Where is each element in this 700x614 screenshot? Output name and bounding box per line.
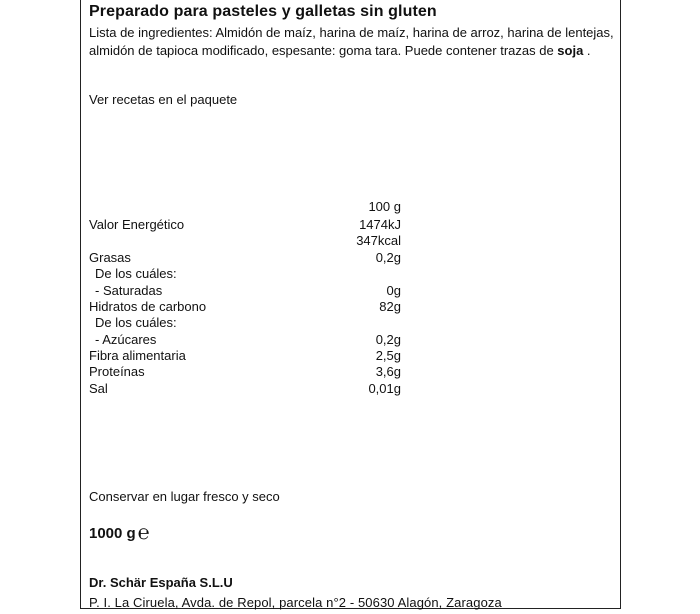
storage-instructions: Conservar en lugar fresco y seco (89, 489, 280, 504)
nutrition-row-label: - Azúcares (95, 332, 157, 347)
nutrition-row (89, 299, 409, 316)
manufacturer-name: Dr. Schär España S.L.U (89, 575, 233, 590)
estimated-sign-icon: ℮ (137, 522, 150, 544)
net-weight-value: 1000 g (89, 525, 136, 542)
nutrition-row (89, 381, 409, 398)
nutrition-row-label: Grasas (89, 250, 131, 265)
nutrition-row-label: Proteínas (89, 364, 145, 379)
nutrition-row-label: Hidratos de carbono (89, 299, 207, 314)
recipes-note: Ver recetas en el paquete (89, 92, 238, 107)
nutrition-row-value: 0,2g (375, 332, 401, 347)
nutrition-row-label: - Saturadas (95, 283, 163, 298)
nutrition-row-label: De los cuáles: (95, 266, 177, 281)
manufacturer-address: P. I. La Ciruela, Avda. de Repol, parcela n°2 - 50630 Alagón, Zaragoza (89, 595, 502, 610)
nutrition-row (89, 233, 409, 250)
ingredients-text: Lista de ingredientes: Almidón de maíz, harina de maíz, harina de arroz, harina de lentejas, almidón de tapioca modificado, espesante: goma tara. Puede contener trazas de (89, 25, 614, 58)
nutrition-row-value: 0,01g (368, 381, 401, 396)
nutrition-row (89, 332, 409, 349)
nutrition-row-value: 82g (379, 299, 401, 314)
nutrition-row (89, 348, 409, 365)
nutrition-row-label: Valor Energético (89, 217, 185, 232)
nutrition-row (89, 283, 409, 300)
nutrition-header-value: 100 g (368, 199, 401, 214)
nutrition-row-value: 0,2g (375, 250, 401, 265)
nutrition-row (89, 315, 409, 332)
nutrition-row-value: 1474kJ (359, 217, 401, 232)
nutrition-row-value: 347kcal (356, 233, 401, 248)
nutrition-row-value: 3,6g (375, 364, 401, 379)
net-weight (89, 522, 150, 544)
nutrition-row-label: Sal (89, 381, 108, 396)
nutrition-row-value: 2,5g (375, 348, 401, 363)
nutrition-row (89, 250, 409, 267)
nutrition-header (89, 199, 409, 216)
nutrition-row (89, 217, 409, 234)
product-title: Preparado para pasteles y galletas sin gluten (89, 3, 437, 20)
nutrition-row-label: Fibra alimentaria (89, 348, 186, 363)
nutrition-row (89, 266, 409, 283)
nutrition-row-label: De los cuáles: (95, 315, 177, 330)
nutrition-row (89, 364, 409, 381)
ingredients-list (89, 24, 614, 59)
nutrition-row-value: 0g (386, 283, 401, 298)
ingredients-end: . (583, 42, 591, 58)
allergen-highlight: soja (557, 42, 584, 58)
